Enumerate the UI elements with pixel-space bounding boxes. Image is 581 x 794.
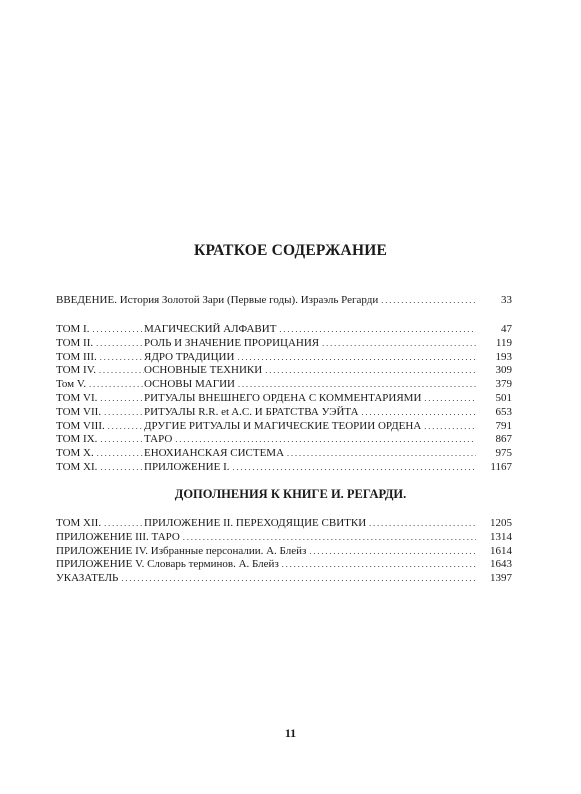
toc-row	[56, 530, 512, 544]
toc-entry-title: ПРИЛОЖЕНИЕ III. ТАРО	[56, 530, 180, 543]
dot-leader	[105, 419, 144, 434]
dot-leader	[279, 557, 476, 572]
dot-leader	[319, 336, 476, 351]
dot-leader	[101, 516, 144, 531]
toc-volume-cell	[56, 405, 144, 420]
toc-row	[56, 363, 512, 377]
toc-row	[56, 336, 512, 350]
toc-entry-title: ТАРО	[144, 433, 173, 446]
toc-entry-page: 1167	[490, 461, 512, 473]
toc-volume-label: ТОМ II.	[56, 336, 94, 349]
dot-leader	[180, 530, 476, 545]
dot-leader	[89, 322, 144, 337]
toc-volume-cell	[56, 432, 144, 447]
dot-leader	[378, 293, 476, 308]
dot-leader	[94, 446, 144, 461]
dot-leader	[234, 350, 476, 365]
toc-entry-title: РИТУАЛЫ R.R. et A.C. И БРАТСТВА УЭЙТА	[144, 405, 359, 418]
toc-volume-label: ТОМ VIII.	[56, 419, 105, 432]
dot-leader	[284, 446, 476, 461]
dot-leader	[262, 363, 476, 378]
toc-volume-label: ТОМ VII.	[56, 405, 102, 418]
page-number: 11	[284, 726, 297, 740]
toc-entry-title: МАГИЧЕСКИЙ АЛФАВИТ	[144, 323, 277, 335]
toc-volume-label: ТОМ XII.	[56, 517, 102, 529]
dot-leader	[96, 363, 144, 378]
toc-entry-page: 119	[495, 336, 512, 349]
toc-volume-cell	[56, 377, 144, 392]
toc-volume-cell	[56, 516, 144, 531]
toc-entry-title: ПРИЛОЖЕНИЕ II. ПЕРЕХОДЯЩИЕ СВИТКИ	[144, 517, 367, 529]
toc-entry-title: УКАЗАТЕЛЬ	[56, 572, 119, 585]
toc-row	[56, 350, 512, 364]
toc-entry-page: 309	[495, 364, 512, 377]
toc-volume-label: ТОМ IX.	[56, 433, 98, 446]
toc-row	[56, 419, 512, 433]
toc-row	[56, 557, 512, 571]
toc-entry-page: 1205	[490, 517, 512, 529]
toc-entry-title: ВВЕДЕНИЕ. История Золотой Зари (Первые годы). Израэль Регарди	[56, 294, 379, 306]
toc-volume-label: Том V.	[56, 378, 87, 391]
dot-leader	[93, 336, 144, 351]
toc-entry-title: ОСНОВЫ МАГИИ	[144, 378, 235, 391]
dot-leader	[97, 350, 144, 365]
dot-leader	[118, 571, 476, 586]
page-title: КРАТКОЕ СОДЕРЖАНИЕ	[194, 242, 387, 259]
toc-row	[56, 460, 512, 474]
toc-entry-page: 1397	[490, 572, 512, 585]
toc-entry-page: 791	[495, 419, 512, 432]
dot-leader	[276, 322, 476, 337]
toc-row	[56, 377, 512, 391]
toc-entry-title: ЯДРО ТРАДИЦИИ	[144, 350, 235, 363]
toc-row	[56, 405, 512, 419]
toc-volume-label: ТОМ XI.	[56, 461, 98, 473]
dot-leader	[366, 516, 476, 531]
toc-volume-label: ТОМ X.	[56, 447, 94, 460]
toc-entry-title: ПРИЛОЖЕНИЕ V. Словарь терминов. А. Блейз	[56, 558, 279, 571]
toc-row	[56, 516, 512, 530]
toc-entry-title: ПРИЛОЖЕНИЕ IV. Избранные персоналии. А. Блейз	[56, 544, 307, 557]
toc-volume-label: ТОМ VI.	[56, 392, 98, 404]
toc-volume-cell	[56, 419, 144, 434]
toc-entry-page: 193	[495, 350, 512, 363]
dot-leader	[306, 544, 476, 559]
toc-row	[56, 432, 512, 446]
toc-entry-title: ЕНОХИАНСКАЯ СИСТЕМА	[144, 447, 285, 460]
dot-leader	[229, 460, 476, 475]
toc-volume-cell	[56, 460, 144, 475]
toc-volume-label: ТОМ III.	[56, 350, 97, 363]
dot-leader	[421, 391, 476, 406]
toc-entry-page: 867	[495, 433, 512, 446]
toc-entry-page: 33	[501, 294, 512, 306]
toc-volume-cell	[56, 336, 144, 351]
toc-row	[56, 446, 512, 460]
toc-row	[56, 322, 512, 336]
toc-volume-cell	[56, 446, 144, 461]
toc-volume-cell	[56, 350, 144, 365]
toc-entry-title: ПРИЛОЖЕНИЕ I.	[144, 461, 230, 473]
toc-row	[56, 571, 512, 585]
toc-entry-page: 1614	[490, 544, 512, 557]
toc-volume-label: ТОМ IV.	[56, 364, 96, 377]
toc-entry-page: 653	[495, 405, 512, 418]
toc-volume-cell	[56, 322, 144, 337]
toc-entry-title: ДРУГИЕ РИТУАЛЫ И МАГИЧЕСКИЕ ТЕОРИИ ОРДЕНА	[144, 419, 422, 432]
toc-row	[56, 544, 512, 558]
toc-entry-title: ОСНОВНЫЕ ТЕХНИКИ	[144, 364, 263, 377]
dot-leader	[421, 419, 476, 434]
toc-row	[56, 391, 512, 405]
supplement-heading: ДОПОЛНЕНИЯ К КНИГЕ И. РЕГАРДИ.	[174, 487, 407, 501]
dot-leader	[101, 405, 144, 420]
dot-leader	[97, 460, 144, 475]
toc-volume-cell	[56, 363, 144, 378]
toc-volume-label: ТОМ I.	[56, 323, 90, 335]
toc-intro-row	[56, 293, 512, 307]
toc-entry-page: 379	[495, 378, 512, 391]
toc-entry-page: 47	[501, 323, 512, 335]
toc-entry-page: 1314	[490, 530, 512, 543]
dot-leader	[359, 405, 476, 420]
dot-leader	[97, 432, 144, 447]
toc-entry-page: 501	[495, 392, 512, 404]
dot-leader	[172, 432, 476, 447]
toc-entry-page: 975	[495, 447, 512, 460]
toc-entry-title: РОЛЬ И ЗНАЧЕНИЕ ПРОРИЦАНИЯ	[144, 336, 320, 349]
toc-entry-page: 1643	[490, 558, 512, 571]
dot-leader	[235, 377, 476, 392]
dot-leader	[86, 377, 144, 392]
toc-volume-cell	[56, 391, 144, 406]
dot-leader	[97, 391, 144, 406]
toc-entry-title: РИТУАЛЫ ВНЕШНЕГО ОРДЕНА С КОММЕНТАРИЯМИ	[144, 392, 422, 404]
